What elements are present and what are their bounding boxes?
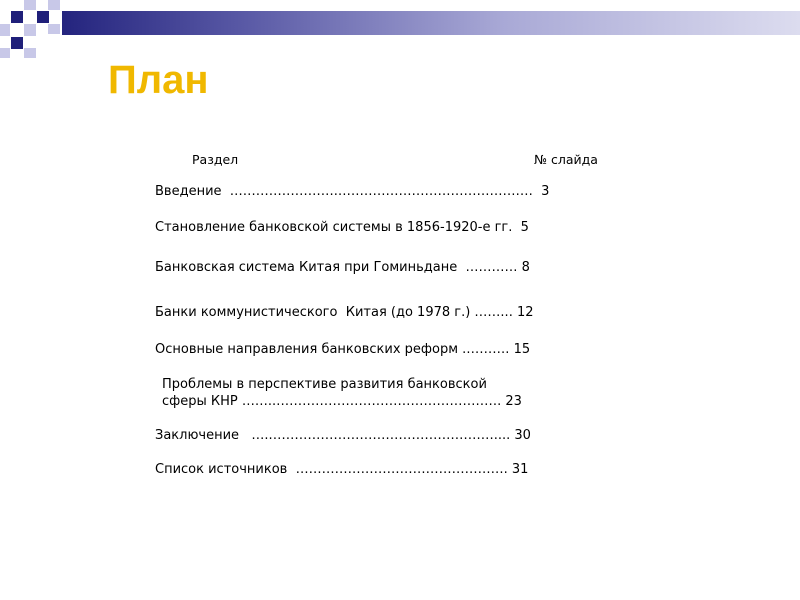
toc-entry: Список источников …………………………………………. 31 [155,462,529,477]
deco-square [24,48,36,58]
deco-square [37,11,49,23]
deco-square [24,24,36,36]
deco-square [0,48,10,58]
toc-entry: Введение …………………….……………………………………… 3 [155,184,550,199]
header-band [62,11,800,35]
toc-entry-line2: сферы КНР ……..……………………………………………. 23 [162,394,522,409]
toc-entry: Банки коммунистического Китая (до 1978 г.) ……... 12 [155,305,534,320]
column-header-slide: № слайда [534,152,598,167]
deco-square [11,11,23,23]
column-header-section: Раздел [192,152,239,167]
page-title: План [108,58,209,102]
toc-entry-line1: Проблемы в перспективе развития банковской [162,377,487,392]
deco-square [48,0,60,10]
toc-entry: Заключение …..…………………………………………….... 30 [155,428,531,443]
deco-square [24,0,36,10]
toc-entry: Основные направления банковских реформ .………. 15 [155,342,531,357]
toc-entry: Становление банковской системы в 1856-1920-е гг. 5 [155,220,529,235]
deco-square [0,24,10,36]
deco-square [11,37,23,49]
toc-entry: Банковская система Китая при Гоминьдане ………… 8 [155,260,530,275]
deco-square [48,24,60,34]
